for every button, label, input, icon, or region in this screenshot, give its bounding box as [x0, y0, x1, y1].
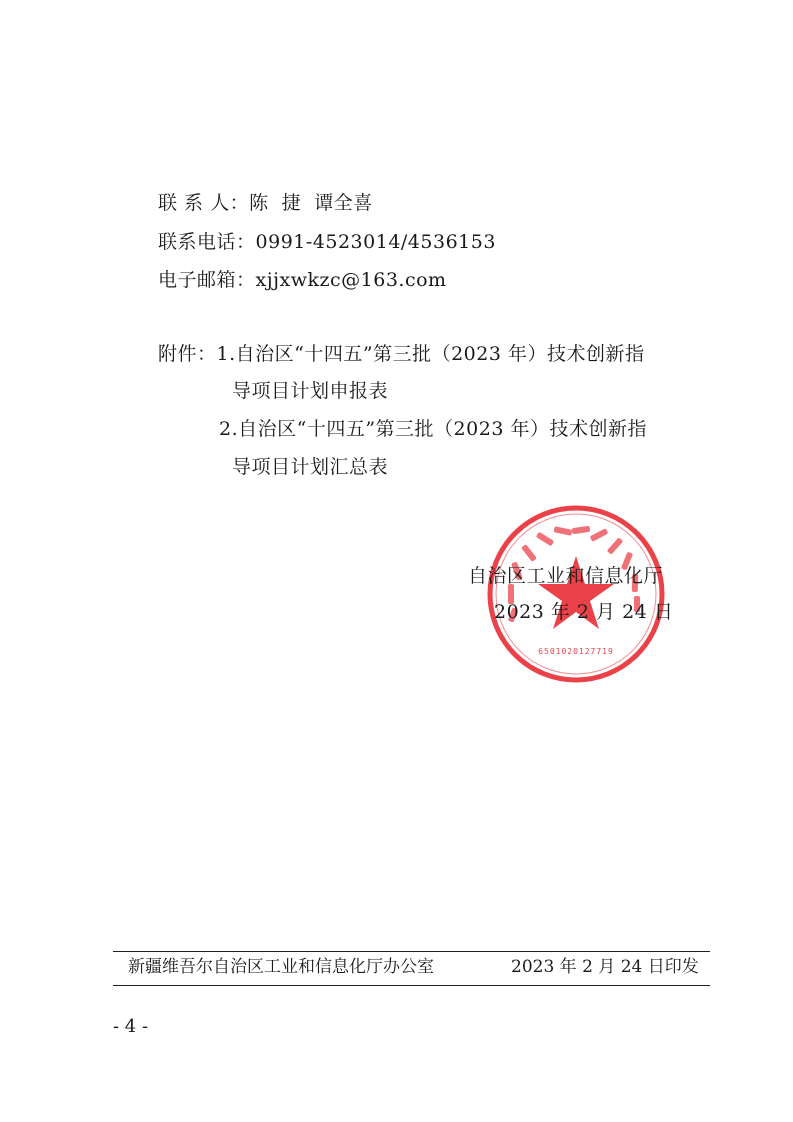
official-seal-stamp: [486, 504, 666, 684]
page-number: - 4 -: [113, 1016, 149, 1037]
contact-email-value: xjjxwkzc@163.com: [255, 269, 447, 291]
signature-date: 2023 年 2 月 24 日: [494, 601, 674, 623]
footer-date: 2023 年 2 月 24 日印发: [511, 957, 699, 977]
attachments-label: 附件：: [158, 343, 217, 365]
footer-top-rule: [113, 951, 710, 952]
attachment-2-line-1: 2.自治区“十四五”第三批（2023 年）技术创新指: [219, 418, 647, 440]
contact-phone-row: [158, 233, 496, 252]
attachment-1-line-1: 1.自治区“十四五”第三批（2023 年）技术创新指: [216, 343, 645, 365]
attachments-row-1: [158, 345, 644, 364]
contact-person-row: [158, 194, 373, 213]
contact-email-row: [158, 271, 447, 290]
contact-person-label: 联 系 人：: [158, 192, 250, 214]
attachment-1-line-2: 导项目计划申报表: [232, 380, 389, 402]
contact-person-value: 陈 捷 谭全喜: [249, 192, 373, 214]
seal-serial: 6501020127719: [538, 647, 614, 656]
footer-issuer: 新疆维吾尔自治区工业和信息化厅办公室: [128, 957, 434, 977]
contact-phone-value: 0991-4523014/4536153: [255, 231, 496, 253]
contact-email-label: 电子邮箱：: [158, 269, 256, 291]
contact-phone-label: 联系电话：: [158, 231, 256, 253]
signature-org: 自治区工业和信息化厅: [468, 565, 664, 587]
footer-bottom-rule: [113, 985, 710, 986]
attachment-2-line-2: 导项目计划汇总表: [232, 456, 389, 478]
